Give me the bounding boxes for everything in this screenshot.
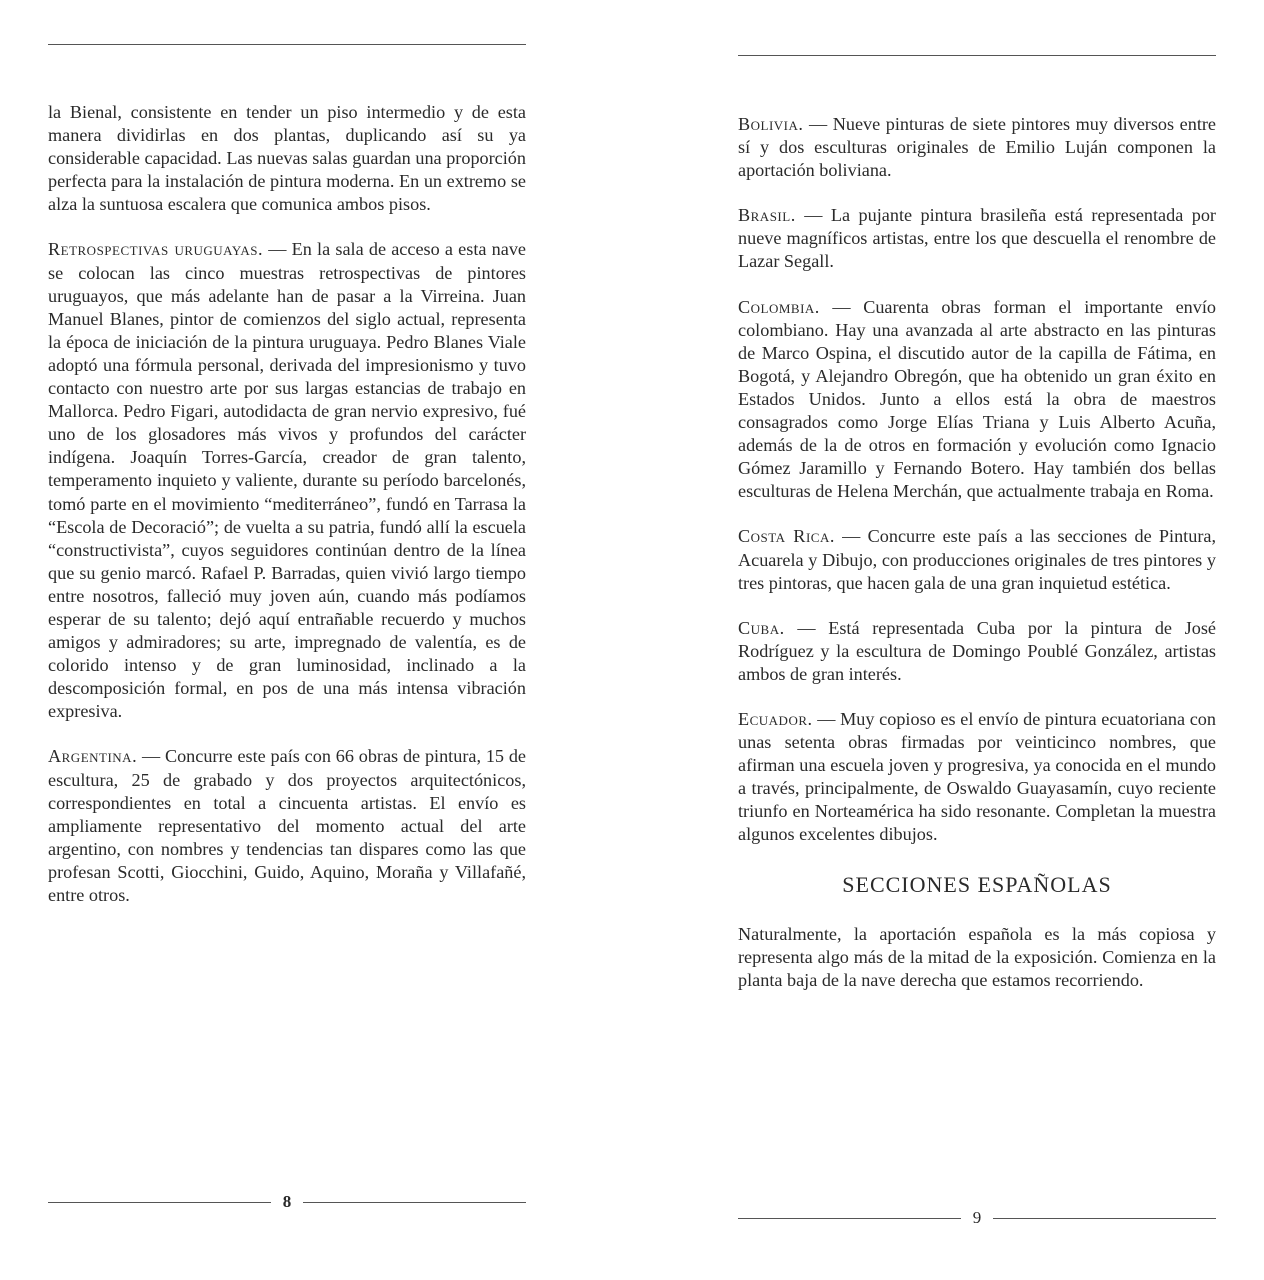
paragraph — [738, 923, 1216, 992]
paragraph — [738, 525, 1216, 594]
right-page-body — [738, 113, 1216, 1014]
paragraph-text: Naturalmente, la aportación española es la más copiosa y representa algo más de la mitad de la exposición. Comienza en la planta baja de la nave derecha que estamos recorriendo. — [738, 923, 1216, 990]
paragraph-lead: Costa Rica. — [738, 526, 835, 547]
paragraph — [48, 745, 526, 907]
page-footer — [738, 1208, 1216, 1228]
footer-rule — [993, 1218, 1216, 1219]
paragraph-lead: Bolivia. — [738, 114, 804, 134]
footer-rule — [48, 1202, 271, 1203]
paragraph — [738, 113, 1216, 182]
paragraph — [48, 101, 526, 216]
paragraph-text: — Cuarenta obras forman el importante envío colombiano. Hay una avanzada al arte abstracto en las pinturas de Marco Ospina, el discutido autor de la capilla de Fátima, en Bogotá, y Alejandro Obregón, que ha obtenido un gran éxito en Estados Unidos. Junto a ellos está la obra de maestros consagrados como Jorge Elías Triana y Luis Alberto Acuña, además de la de otros en formación y evolución como Ignacio Gómez Jaramillo y Fernando Botero. Hay también dos bellas esculturas de Helena Merchán, que actualmente trabaja en Roma. — [738, 296, 1216, 502]
paragraph — [738, 296, 1216, 504]
paragraph — [738, 708, 1216, 847]
paragraph-text: — Concurre este país con 66 obras de pintura, 15 de escultura, 25 de grabado y dos proyectos arquitectónicos, correspondientes en total a cincuenta artistas. El envío es ampliamente representativo del momento actual del arte argentino, con nombres y tendencias tan dispares como las que profesan Scotti, Giocchini, Guido, Aquino, Moraña y Villafañé, entre otros. — [48, 746, 526, 905]
section-heading: SECCIONES ESPAÑOLAS — [842, 871, 1112, 897]
paragraph-text: — En la sala de acceso a esta nave se colocan las cinco muestras retrospectivas de pintores uruguayos, que más adelante han de pasar a la Virreina. Juan Manuel Blanes, pintor de comienzos del siglo actual, representa la época de iniciación de la pintura uruguaya. Pedro Blanes Viale adoptó una fórmula personal, derivada del impresionismo y tuvo contacto con nuestro arte por sus largas estancias de trabajo en Mallorca. Pedro Figari, autodidacta de gran nervio expresivo, fué uno de los glosadores más vivos y profundos del carácter indígena. Joaquín Torres-García, creador de gran talento, temperamento inquieto y valiente, durante su período barcelonés, tomó parte en el movimiento “mediterráneo”, fundó en Tarrasa la “Escola de Decoració”; de vuelta a su patria, fundó allí la escuela “constructivista”, cuyos seguidores continúan dentro de la línea que su genio marcó. Rafael P. Barradas, quien vivió largo tiempo entre nosotros, falleció muy joven aún, cuando más podíamos esperar de su talento; dejó aquí entrañable recuerdo y muchos amigos y admiradores; su arte, impregnado de valentía, es de colorido intenso y de gran luminosidad, inclinado a la descomposición formal, en pos de una más intensa vibración expresiva. — [48, 239, 526, 722]
paragraph — [48, 238, 526, 723]
page-number: 8 — [282, 1192, 292, 1211]
paragraph-text: — Muy copioso es el envío de pintura ecuatoriana con unas setenta obras firmadas por veinticinco nombres, que afirman una escuela joven y progresiva, ya conocida en el mundo a través, principalmente, de Oswaldo Guayasamín, cuyo reciente triunfo en Norteamérica ha sido resonante. Completan la muestra algunos excelentes dibujos. — [738, 708, 1216, 845]
paragraph-text: la Bienal, consistente en tender un piso intermedio y de esta manera dividirlas en dos plantas, duplicando así su ya considerable capacidad. Las nuevas salas guardan una proporción perfecta para la instalación de pintura moderna. En un extremo se alza la suntuosa escalera que comunica ambos pisos. — [48, 102, 526, 215]
top-rule — [738, 55, 1216, 56]
paragraph-lead: Brasil. — [738, 205, 796, 226]
page-footer — [48, 1192, 526, 1212]
right-page — [738, 0, 1216, 1280]
footer-rule — [303, 1202, 526, 1203]
footer-rule — [738, 1218, 961, 1219]
paragraph-lead: Cuba. — [738, 617, 785, 638]
paragraph-lead: Ecuador. — [738, 708, 813, 729]
left-page — [48, 0, 526, 1280]
paragraph-text: — Concurre este país a las secciones de Pintura, Acuarela y Dibujo, con producciones originales de tres pintores y tres pintoras, que hacen gala de una gran inquietud estética. — [738, 526, 1216, 593]
paragraph-lead: Colombia. — [738, 296, 820, 317]
paragraph-text: — Nueve pinturas de siete pintores muy diversos entre sí y dos esculturas originales de Emilio Luján componen la aportación boliviana. — [738, 114, 1216, 181]
paragraph-text: — La pujante pintura brasileña está representada por nueve magníficos artistas, entre los que descuella el renombre de Lazar Segall. — [738, 205, 1216, 272]
paragraph-lead: Argentina. — [48, 746, 138, 767]
paragraph-lead: Retrospectivas uruguayas. — [48, 239, 263, 260]
top-rule — [48, 44, 526, 45]
left-page-body — [48, 101, 526, 929]
paragraph — [738, 617, 1216, 686]
paragraph — [738, 204, 1216, 273]
page-number: 9 — [972, 1208, 982, 1227]
paragraph-text: — Está representada Cuba por la pintura de José Rodríguez y la escultura de Domingo Poublé González, artistas ambos de gran interés. — [738, 617, 1216, 684]
